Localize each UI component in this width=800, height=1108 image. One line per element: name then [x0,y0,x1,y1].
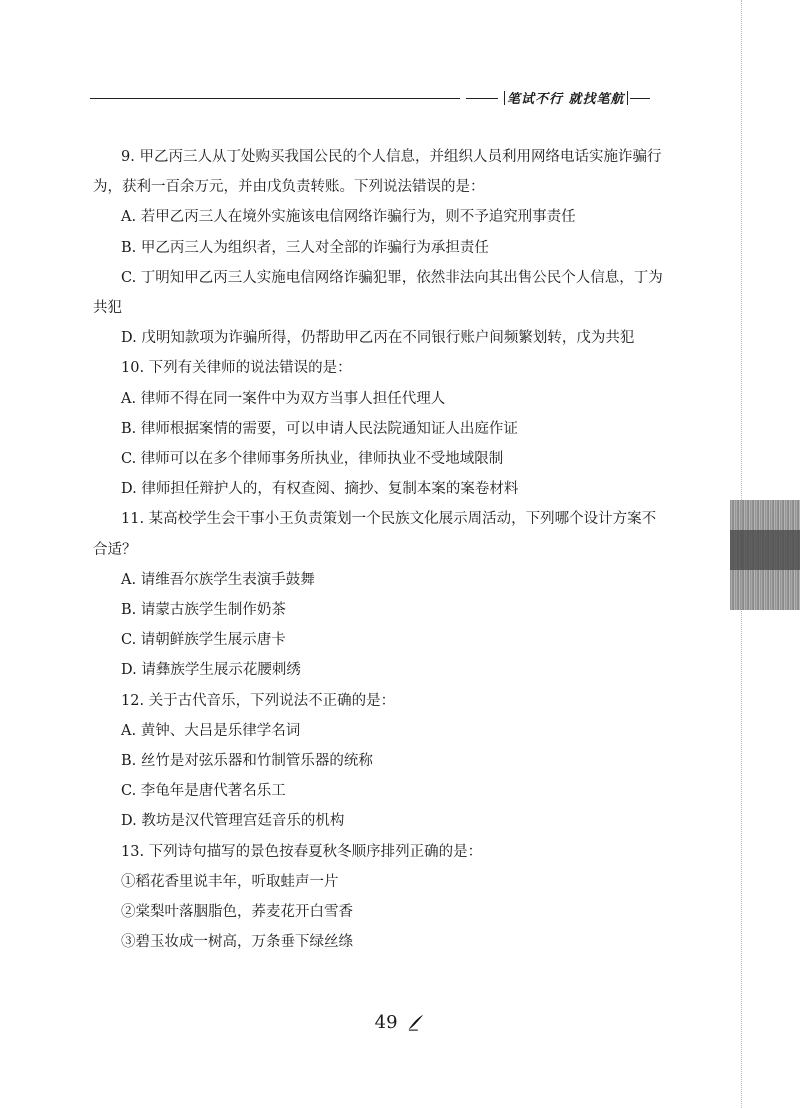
question-option: ③碧玉妆成一树高，万条垂下绿丝绦 [121,934,353,951]
question-stem: 12. 关于古代音乐，下列说法不正确的是： [121,692,396,709]
question-option: C. 丁明知甲乙丙三人实施电信网络诈骗犯罪，依然非法向其出售公民个人信息，丁为共犯 [93,269,663,317]
question-option: ②棠梨叶落胭脂色，荞麦花开白雪香 [121,904,353,921]
question-option: B. 律师根据案情的需要，可以申请人民法院通知证人出庭作证 [121,420,518,437]
question-option: A. 若甲乙丙三人在境外实施该电信网络诈骗行为，则不予追究刑事责任 [121,209,576,226]
question-list [93,142,663,957]
header-tagline: 笔试不行 就找笔航 [502,88,630,107]
question-option: ①稻花香里说丰年，听取蛙声一片 [121,873,339,890]
question-option: A. 黄钟、大吕是乐律学名词 [121,722,301,739]
page-footer [0,1012,800,1033]
header-rule-end [630,98,650,99]
question-option: D. 教坊是汉代管理宫廷音乐的机构 [121,813,345,830]
question-option: A. 律师不得在同一案件中为双方当事人担任代理人 [121,390,446,407]
question-option: C. 请朝鲜族学生展示唐卡 [121,632,286,649]
question-stem: 10. 下列有关律师的说法错误的是： [121,360,352,377]
question-stem: 13. 下列诗句描写的景色按春夏秋冬顺序排列正确的是： [121,843,483,860]
header-rule-short [466,98,498,99]
question-option: D. 戊明知款项为诈骗所得，仍帮助甲乙丙在不同银行账户间频繁划转，戊为共犯 [121,330,635,347]
question-option: B. 请蒙古族学生制作奶茶 [121,602,286,619]
question-stem: 11. 某高校学生会干事小王负责策划一个民族文化展示周活动，下列哪个设计方案不合适？ [93,511,657,558]
question-option: B. 甲乙丙三人为组织者，三人对全部的诈骗行为承担责任 [121,239,489,256]
question-stem: 9. 甲乙丙三人从丁处购买我国公民的个人信息，并组织人员利用网络电话实施诈骗行为，获利一百余万元，并由戊负责转账。下列说法错误的是： [93,149,662,196]
page-number: 49 [374,1012,398,1033]
question-option: C. 律师可以在多个律师事务所执业，律师执业不受地域限制 [121,451,504,468]
question-option: B. 丝竹是对弦乐器和竹制管乐器的统称 [121,753,373,770]
header-rule [90,98,460,99]
question-option: A. 请维吾尔族学生表演手鼓舞 [121,571,315,588]
question-option: C. 李龟年是唐代著名乐工 [121,783,286,800]
question-option: D. 请彝族学生展示花腰刺绣 [121,662,301,679]
page-header [90,86,650,110]
question-option: D. 律师担任辩护人的，有权查阅、摘抄、复制本案的案卷材料 [121,481,519,498]
quill-pen-icon [407,1013,425,1031]
scan-artifact [730,500,800,610]
